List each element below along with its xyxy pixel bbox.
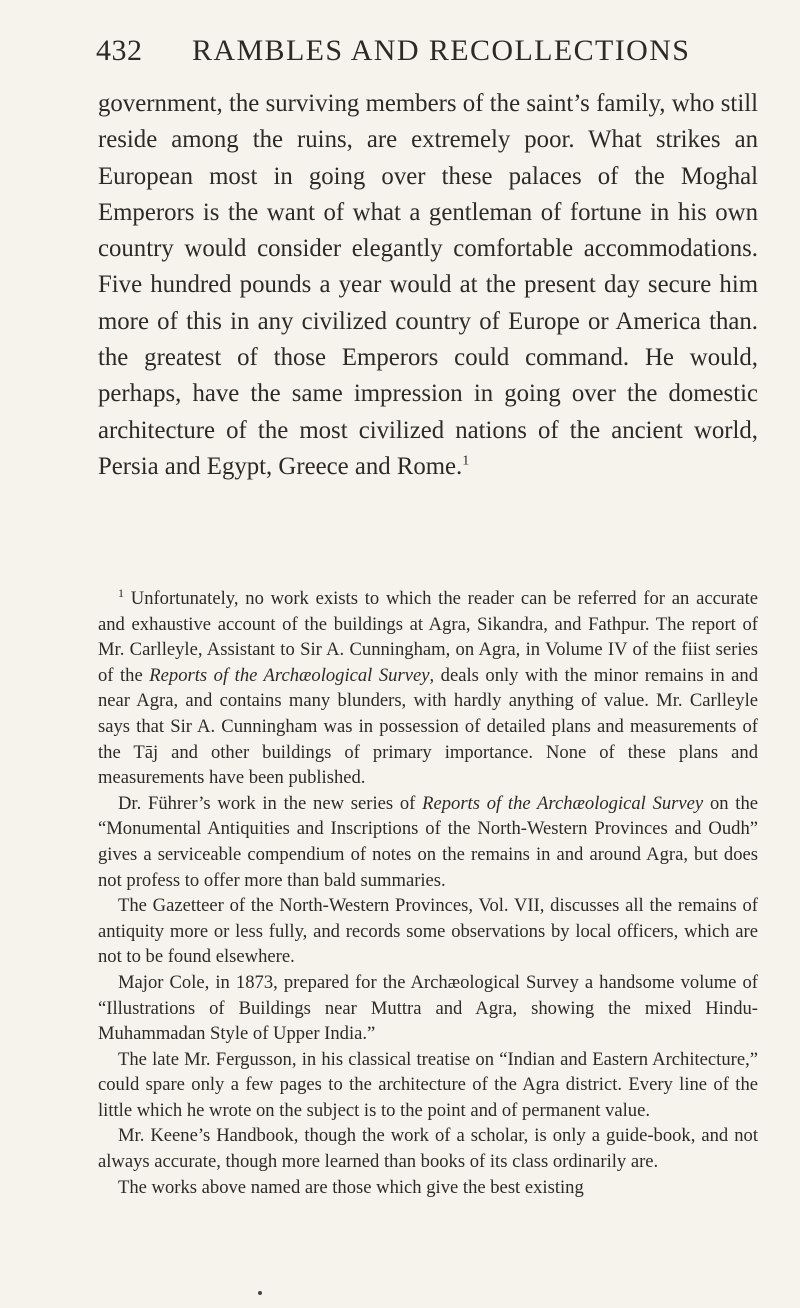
footnotes bbox=[98, 586, 758, 1200]
footnote-paragraph: The Gazetteer of the North-Western Provinces, Vol. VII, discusses all the remains of antiquity more or less fully, and records some observations by local officers, which are not to be found elsewhere. bbox=[98, 895, 758, 968]
footnote-paragraph: Major Cole, in 1873, prepared for the Archæological Survey a handsome volume of “Illustrations of Buildings near Muttra and Agra, showing the mixed Hindu-Muhammadan Style of Upper India.” bbox=[98, 971, 758, 1045]
footnote-paragraph: Mr. Keene’s Handbook, though the work of a scholar, is only a guide-book, and not always accurate, though more learned than books of its class ordinarily are. bbox=[98, 1125, 758, 1173]
footnote-paragraph bbox=[98, 791, 758, 893]
footnote-marker: 1 bbox=[118, 585, 124, 600]
footnote-italic-title: Reports of the Archæological Survey bbox=[422, 792, 704, 814]
footnote-paragraph: The late Mr. Fergusson, in his classical treatise on “Indian and Eastern Architecture,” could spare only a few pages to the architecture of the Agra district. Every line of the little which he wrote on the subject is to the point and of permanent value. bbox=[98, 1048, 758, 1121]
footnote-text: , deals only with the minor remains in and near Agra, and contains many blunders, with hardly anything of value. Mr. Carlleyle says that Sir A. Cunningham was in possession of detailed plans and measurements of the Tāj and other buildings of primary importance. None of these plans and measurements have been published. bbox=[98, 664, 758, 789]
footnote-text: Dr. Führer’s work in the new series of bbox=[118, 792, 423, 814]
footnote-italic-title: Reports of the Archæological Survey bbox=[149, 664, 430, 686]
paper-speck bbox=[258, 1291, 262, 1295]
page-header bbox=[96, 34, 736, 74]
footnote-reference[interactable]: 1 bbox=[462, 453, 470, 469]
footnote-paragraph: The works above named are those which give the best existing bbox=[118, 1176, 584, 1198]
body-paragraph bbox=[98, 86, 758, 485]
footnote-text: on the “Monumental Antiquities and Inscriptions of the North-Western Provinces and Oudh” gives a serviceable compendium of notes on the remains in and around Agra, but does not profess to offer more than bald summaries. bbox=[98, 792, 758, 891]
page-number: 432 bbox=[96, 34, 143, 67]
running-title: RAMBLES AND RECOLLECTIONS bbox=[192, 34, 691, 67]
body-paragraph-text: government, the surviving members of the saint’s family, who still reside among the ruins, are extremely poor. What strikes an European most in going over these palaces of the Moghal Emperors is the want of what a gentleman of fortune in his own country would consider elegantly comfortable accommodations. Five hundred pounds a year would at the present day secure him more of this in any civilized country of Europe or America than. the greatest of those Emperors could command. He would, perhaps, have the same impression in going over the domestic architecture of the most civilized nations of the ancient world, Persia and Egypt, Greece and Rome. bbox=[98, 90, 758, 480]
footnote-text: Unfortunately, no work exists to which the reader can be referred for an accurate and exhaustive account of the buildings at Agra, Sikandra, and Fathpur. The report of Mr. Carlleyle, Assistant to Sir A. Cunningham, on Agra, in Volume IV of the fiist series of the bbox=[98, 588, 758, 686]
footnote-1 bbox=[98, 586, 758, 791]
